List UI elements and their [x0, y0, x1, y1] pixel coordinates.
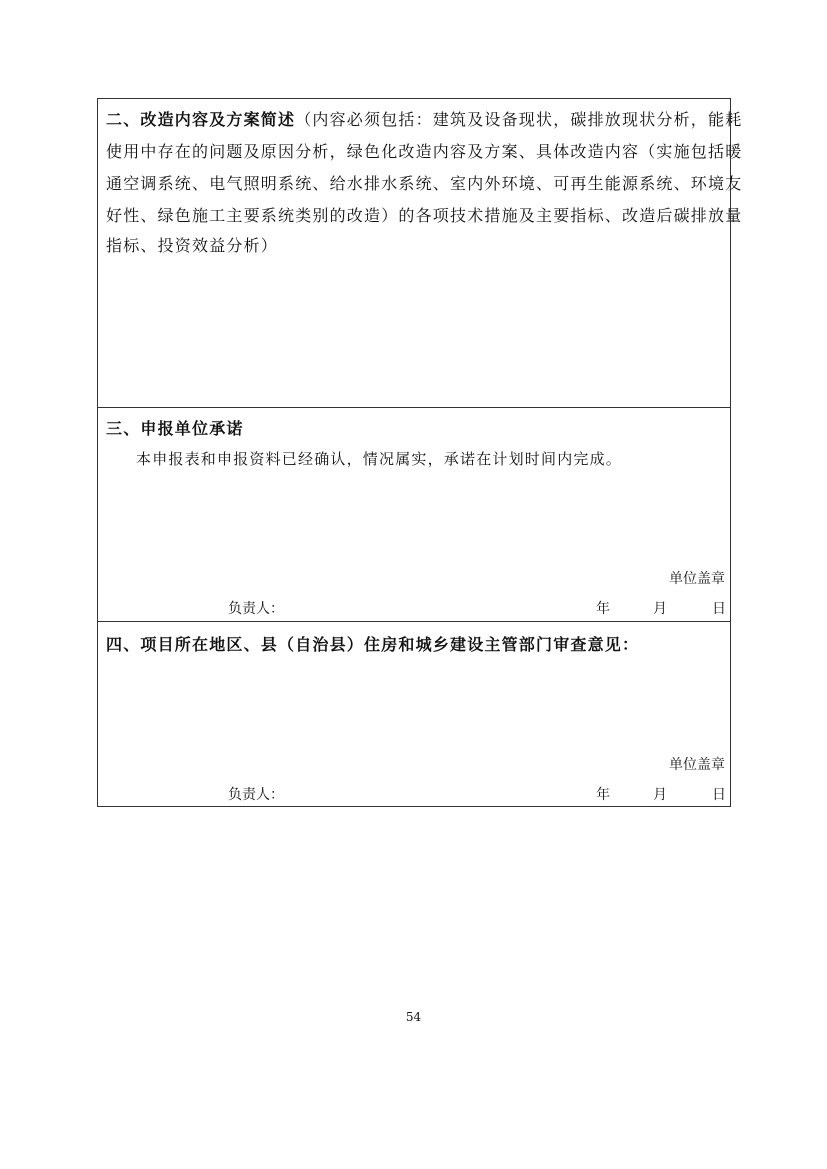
application-form-table: [97, 98, 743, 807]
section2-line-5: 指标、投资效益分析）: [106, 236, 279, 255]
section2-line-3: 通空调系统、电气照明系统、给水排水系统、室内外环境、可再生能源系统、环境友: [106, 174, 743, 193]
page-number: 54: [405, 1010, 422, 1024]
section2-line-1: [106, 107, 742, 130]
responsible-person-label: 负责人：: [228, 601, 284, 617]
section-applicant-commitment: [98, 408, 730, 622]
section3-heading: 三、申报单位承诺: [106, 419, 244, 438]
year-label: 年: [596, 787, 610, 803]
year-label: 年: [596, 601, 610, 617]
day-label: 日: [712, 601, 726, 617]
responsible-person-label: 负责人：: [228, 787, 284, 803]
section4-heading: 四、项目所在地区、县（自治县）住房和城乡建设主管部门审查意见：: [106, 635, 640, 654]
section2-line-4: 好性、绿色施工主要系统类别的改造）的各项技术措施及主要指标、改造后碳排放量: [106, 206, 743, 225]
month-label: 月: [653, 601, 667, 617]
seal-label: 单位盖章: [669, 757, 725, 773]
month-label: 月: [653, 787, 667, 803]
day-label: 日: [712, 787, 726, 803]
section-authority-review: [98, 622, 730, 806]
seal-label: 单位盖章: [669, 571, 725, 587]
section-renovation-content: [98, 99, 743, 408]
section2-heading: 二、改造内容及方案简述: [106, 110, 296, 129]
section2-text: （内容必须包括：建筑及设备现状，碳排放现状分析，能耗: [295, 110, 743, 129]
section3-body: 本申报表和申报资料已经确认，情况属实，承诺在计划时间内完成。: [136, 450, 623, 468]
section2-line-2: 使用中存在的问题及原因分析，绿色化改造内容及方案、具体改造内容（实施包括暖: [106, 142, 743, 161]
